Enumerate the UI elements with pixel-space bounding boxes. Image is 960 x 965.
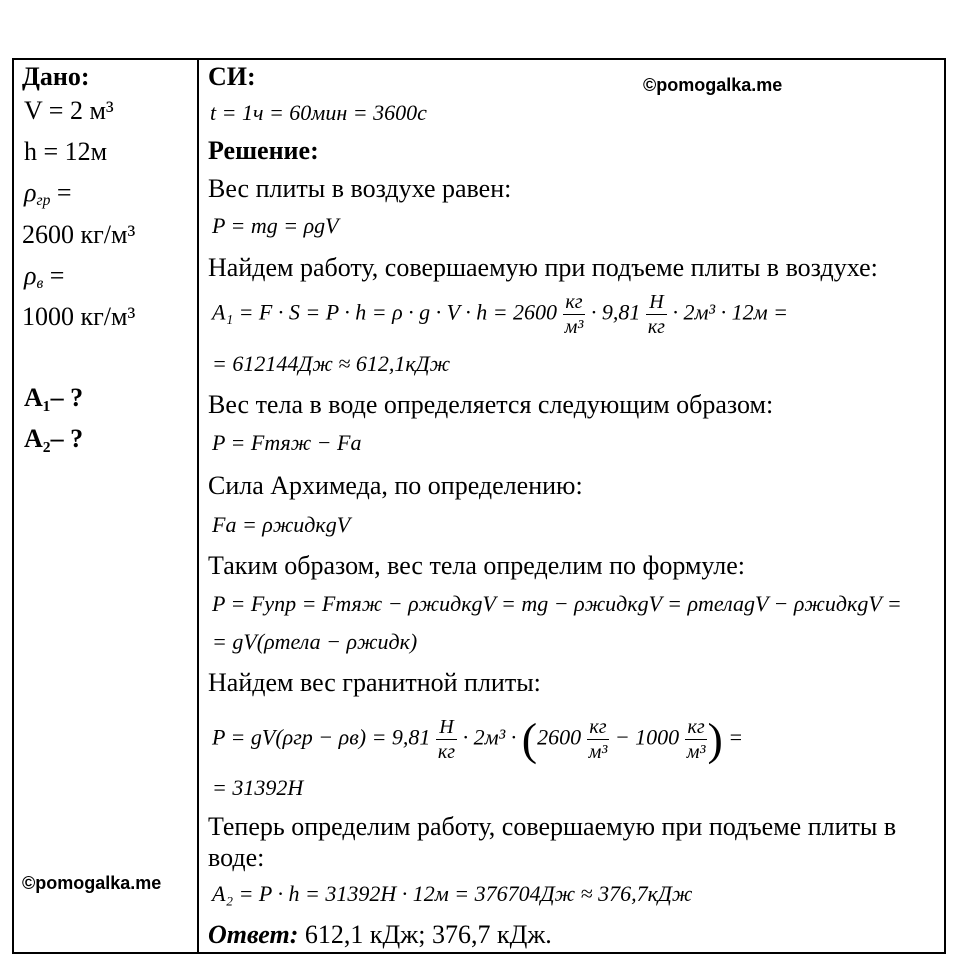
text-weight-water: Вес тела в воде определяется следующим образом: xyxy=(208,390,774,419)
si-header: СИ: xyxy=(208,62,256,91)
text-granite-weight: Найдем вес гранитной плиты: xyxy=(208,668,541,697)
formula-work-water: A₂ = P · h = 31392Н · 12м = 376704Дж ≈ 376,7кДж xyxy=(212,881,693,906)
text-work-water-line2: воде: xyxy=(208,843,265,872)
text-archimedes: Сила Архимеда, по определению: xyxy=(208,471,583,500)
given-volume: V = 2 м³ xyxy=(24,96,114,125)
answer: Ответ: 612,1 кДж; 376,7 кДж. xyxy=(208,920,552,949)
watermark-bottom: ©pomogalka.me xyxy=(22,873,162,893)
si-time: t = 1ч = 60мин = 3600с xyxy=(210,100,427,125)
watermark-top: ©pomogalka.me xyxy=(643,75,783,95)
formula-weight-general-simplified: = gV(ρтела − ρжидк) xyxy=(212,629,418,654)
given-rho-water: $\rho_в$ = xyxy=(24,261,65,292)
formula-weight-general: P = Fупр = Fтяж − ρжидкgV = mg − ρжидкgV = ρтелаgV − ρжидкgV = xyxy=(212,591,902,616)
formula-work-air: A₁ = F · S = P · h = ρ · g · V · h = 2600 $\frac{кг}{\text{м³}}$ · 9,81 $\frac{Н}{кг}$ · 2м³ · 12м = xyxy=(212,291,789,338)
find-a1: A₁– ? xyxy=(24,383,84,412)
formula-archimedes: Fа = ρжидкgV xyxy=(212,512,351,537)
formula-work-air-result: = 612144Дж ≈ 612,1кДж xyxy=(212,351,451,376)
formula-weight-water: P = Fтяж − Fа xyxy=(212,430,362,455)
find-a2: A₂– ? xyxy=(24,424,84,453)
given-height: h = 12м xyxy=(24,137,108,166)
text-work-water-line1: Теперь определим работу, совершаемую при подъеме плиты в xyxy=(208,812,897,841)
given-rho-granite: $\rho_{гр}$ = xyxy=(24,178,72,209)
formula-weight: P = mg = ρgV xyxy=(212,213,339,238)
formula-granite-weight: P = gV(ρгр − ρв) = 9,81 $\frac{Н}{кг}$ · 2м³ · (2600 $\frac{кг}{\text{м³}}$ − 1000 $\frac{кг}{\text{м³}}$ ) = xyxy=(212,713,744,765)
text-weight-air: Вес плиты в воздухе равен: xyxy=(208,174,512,203)
text-work-air: Найдем работу, совершаемую при подъеме плиты в воздухе: xyxy=(208,253,878,282)
text-weight-formula: Таким образом, вес тела определим по формуле: xyxy=(208,551,746,580)
formula-granite-weight-result: = 31392Н xyxy=(212,775,304,800)
column-divider xyxy=(197,58,199,954)
given-rho-granite-value: 2600 кг/м³ xyxy=(22,220,136,249)
solution-header: Решение: xyxy=(208,136,319,165)
given-header: Дано: xyxy=(22,62,90,91)
given-rho-water-value: 1000 кг/м³ xyxy=(22,302,136,331)
